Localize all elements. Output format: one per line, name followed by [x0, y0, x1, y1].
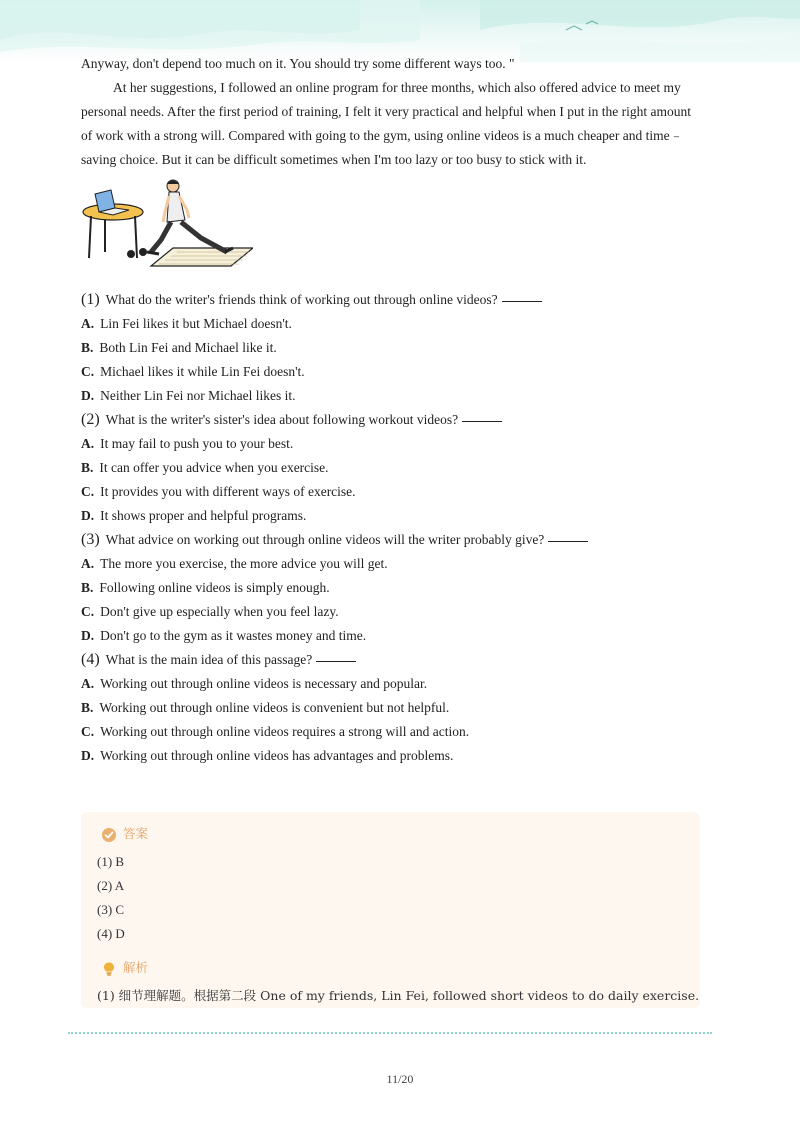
- exercise-illustration: [81, 178, 253, 274]
- option-item: [81, 456, 701, 480]
- lightbulb-icon: [101, 961, 117, 977]
- option-letter: C.: [81, 484, 95, 499]
- option-letter: D.: [81, 628, 95, 643]
- analysis-text: (1) 细节理解题。根据第二段 One of my friends, Lin Fei, followed short videos to do daily exercise.: [97, 988, 700, 1003]
- question-stem: [81, 408, 701, 432]
- option-text: Don't give up especially when you feel lazy.: [100, 604, 339, 619]
- option-item: [81, 432, 701, 456]
- answer-item: (3) C: [97, 902, 125, 917]
- question-stem: [81, 288, 701, 312]
- question-number: (4): [81, 651, 100, 668]
- option-text: Working out through online videos has advantages and problems.: [100, 748, 454, 763]
- answer-box: [81, 812, 700, 1008]
- option-item: [81, 576, 701, 600]
- option-item: [81, 624, 701, 648]
- answer-item: (2) A: [97, 878, 125, 893]
- option-text: It may fail to push you to your best.: [100, 436, 294, 451]
- passage-paragraph: At her suggestions, I followed an online program for three months, which also offered advice to meet my personal needs. After the first period of training, I felt it very practical and helpful when I put in the right amount of work with a strong will. Compared with going to the gym, using online videos is a much cheaper and time﹣saving choice. But it can be difficult sometimes when I'm too lazy or too busy to stick with it.: [81, 80, 691, 167]
- document-content: [81, 52, 701, 768]
- passage-line: Anyway, don't depend too much on it. You should try some different ways too. ": [81, 56, 515, 71]
- option-text: Lin Fei likes it but Michael doesn't.: [100, 316, 292, 331]
- question-number: (3): [81, 531, 100, 548]
- option-text: Don't go to the gym as it wastes money and time.: [100, 628, 367, 643]
- question-number: (2): [81, 411, 100, 428]
- option-letter: B.: [81, 580, 94, 595]
- page-number: 11/20: [386, 1072, 414, 1086]
- option-letter: B.: [81, 460, 94, 475]
- question-text: What do the writer's friends think of working out through online videos?: [105, 292, 498, 307]
- option-letter: A.: [81, 556, 95, 571]
- question-stem: [81, 528, 701, 552]
- option-item: [81, 360, 701, 384]
- answer-blank: [502, 300, 542, 302]
- option-letter: D.: [81, 508, 95, 523]
- answer-heading: [101, 824, 148, 844]
- option-item: [81, 336, 701, 360]
- option-letter: D.: [81, 388, 95, 403]
- option-item: [81, 552, 701, 576]
- option-letter: C.: [81, 724, 95, 739]
- option-item: [81, 312, 701, 336]
- answer-blank: [462, 420, 502, 422]
- option-item: [81, 744, 701, 768]
- answer-item: (4) D: [97, 926, 125, 941]
- option-letter: C.: [81, 364, 95, 379]
- option-letter: D.: [81, 748, 95, 763]
- dotted-divider: [68, 1032, 712, 1034]
- option-text: It can offer you advice when you exercise.: [99, 460, 329, 475]
- option-text: The more you exercise, the more advice you will get.: [100, 556, 388, 571]
- option-item: [81, 672, 701, 696]
- question-text: What is the writer's sister's idea about following workout videos?: [105, 412, 459, 427]
- analysis-heading-label: 解析: [123, 960, 149, 975]
- option-text: Working out through online videos is convenient but not helpful.: [99, 700, 450, 715]
- option-item: [81, 384, 701, 408]
- option-item: [81, 720, 701, 744]
- option-text: Working out through online videos is necessary and popular.: [100, 676, 428, 691]
- option-text: Both Lin Fei and Michael like it.: [99, 340, 277, 355]
- option-text: Working out through online videos requires a strong will and action.: [100, 724, 470, 739]
- option-letter: B.: [81, 700, 94, 715]
- option-letter: A.: [81, 316, 95, 331]
- answer-item: (1) B: [97, 854, 125, 869]
- option-letter: B.: [81, 340, 94, 355]
- question-number: (1): [81, 291, 100, 308]
- option-text: Following online videos is simply enough.: [99, 580, 330, 595]
- answer-blank: [548, 540, 588, 542]
- question-text: What is the main idea of this passage?: [105, 652, 313, 667]
- answer-heading-label: 答案: [123, 826, 149, 841]
- option-item: [81, 600, 701, 624]
- answer-blank: [316, 660, 356, 662]
- option-item: [81, 696, 701, 720]
- option-item: [81, 504, 701, 528]
- option-text: It shows proper and helpful programs.: [100, 508, 307, 523]
- option-letter: C.: [81, 604, 95, 619]
- question-stem: [81, 648, 701, 672]
- option-text: Michael likes it while Lin Fei doesn't.: [100, 364, 305, 379]
- option-text: It provides you with different ways of exercise.: [100, 484, 356, 499]
- option-item: [81, 480, 701, 504]
- check-badge-icon: [101, 827, 117, 843]
- option-text: Neither Lin Fei nor Michael likes it.: [100, 388, 296, 403]
- question-text: What advice on working out through online videos will the writer probably give?: [105, 532, 545, 547]
- option-letter: A.: [81, 436, 95, 451]
- option-letter: A.: [81, 676, 95, 691]
- question-list: [81, 288, 701, 768]
- analysis-heading: [101, 958, 148, 978]
